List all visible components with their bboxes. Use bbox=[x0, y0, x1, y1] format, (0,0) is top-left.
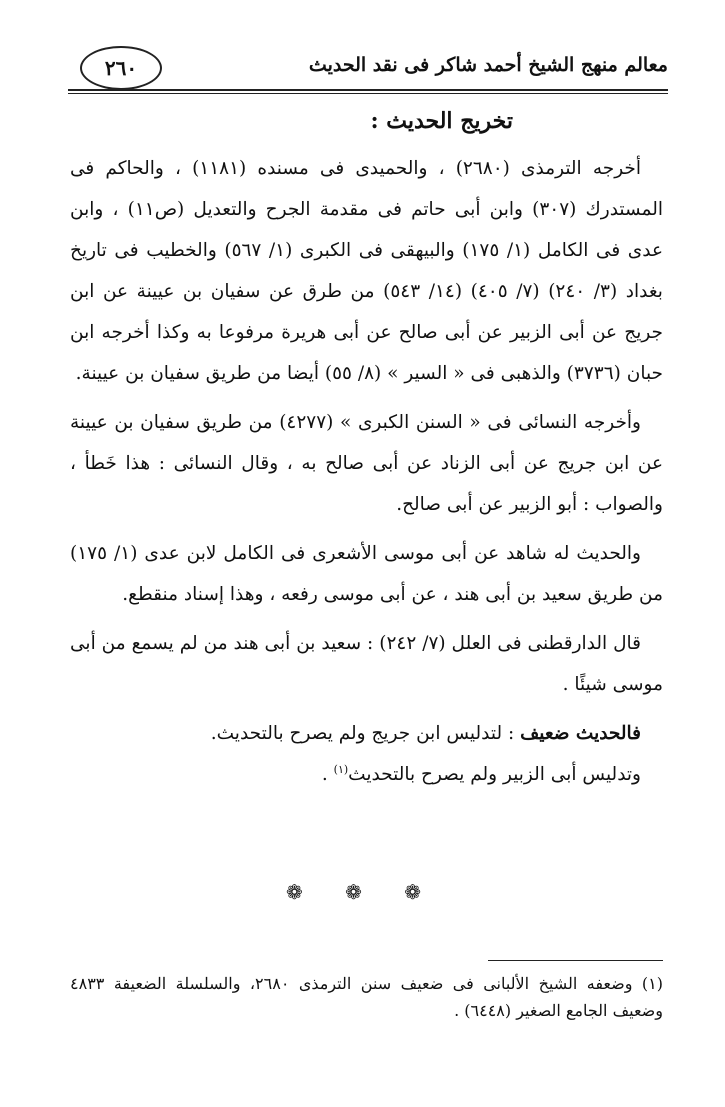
verdict-text: : لتدليس ابن جريج ولم يصرح بالتحديث. bbox=[210, 723, 521, 744]
page-header bbox=[68, 40, 668, 90]
running-title: معالم منهج الشيخ أحمد شاكر فى نقد الحديث bbox=[308, 54, 668, 76]
verdict-label: فالحديث ضعيف bbox=[520, 723, 641, 744]
header-rule bbox=[68, 89, 668, 91]
footnote: (١) وضعفه الشيخ الألبانى فى ضعيف سنن الترمذى ٢٦٨٠، والسلسلة الضعيفة ٤٨٣٣ وضعيف الجامع الصغير (٦٤٤٨) . bbox=[70, 974, 663, 1020]
main-text bbox=[70, 108, 663, 795]
paragraph-2: وأخرجه النسائى فى « السنن الكبرى » (٤٢٧٧) من طريق سفيان بن عيينة عن ابن جريج عن أبى الزناد عن أبى صالح به ، وقال النسائى : هذا خَطأ ، والصواب : أبو الزبير عن أبى صالح. bbox=[70, 412, 663, 515]
header-rule-thin bbox=[68, 93, 668, 94]
page-number: ٢٦٠ bbox=[80, 46, 162, 90]
paragraph-5 bbox=[70, 713, 663, 754]
footnote-rule bbox=[488, 960, 663, 961]
footnote-ref[interactable]: (١) bbox=[333, 762, 349, 776]
paragraph-3: والحديث له شاهد عن أبى موسى الأشعرى فى الكامل لابن عدى (١/ ١٧٥) من طريق سعيد بن أبى هند ، عن أبى موسى رفعه ، وهذا إسناد منقطع. bbox=[70, 543, 663, 605]
section-ornament: ❁ ❁ ❁ bbox=[286, 880, 439, 904]
paragraph-4: قال الدارقطنى فى العلل (٧/ ٢٤٢) : سعيد بن أبى هند من لم يسمع من أبى موسى شيئًا . bbox=[70, 633, 663, 695]
section-title: تخريج الحديث : bbox=[370, 108, 513, 134]
paragraph-6-end: . bbox=[321, 764, 334, 785]
paragraph-6 bbox=[70, 754, 663, 795]
paragraph-1: أخرجه الترمذى (٢٦٨٠) ، والحميدى فى مسنده (١١٨١) ، والحاكم فى المستدرك (٣٠٧) وابن أبى حاتم فى مقدمة الجرح والتعديل (ص١١) ، وابن عدى فى الكامل (١/ ١٧٥) والبيهقى فى الكبرى (١/ ٥٦٧) والخطيب فى تاريخ بغداد (٣/ ٢٤٠) (٧/ ٤٠٥) (١٤/ ٥٤٣) من طرق عن سفيان بن عيينة عن ابن جريج عن أبى الزبير عن أبى صالح عن أبى هريرة مرفوعا به وكذا أخرجه ابن حبان (٣٧٣٦) والذهبى فى « السير » (٨/ ٥٥) أيضا من طريق سفيان بن عيينة. bbox=[70, 158, 663, 384]
paragraph-6-text: وتدليس أبى الزبير ولم يصرح بالتحديث bbox=[348, 764, 641, 785]
